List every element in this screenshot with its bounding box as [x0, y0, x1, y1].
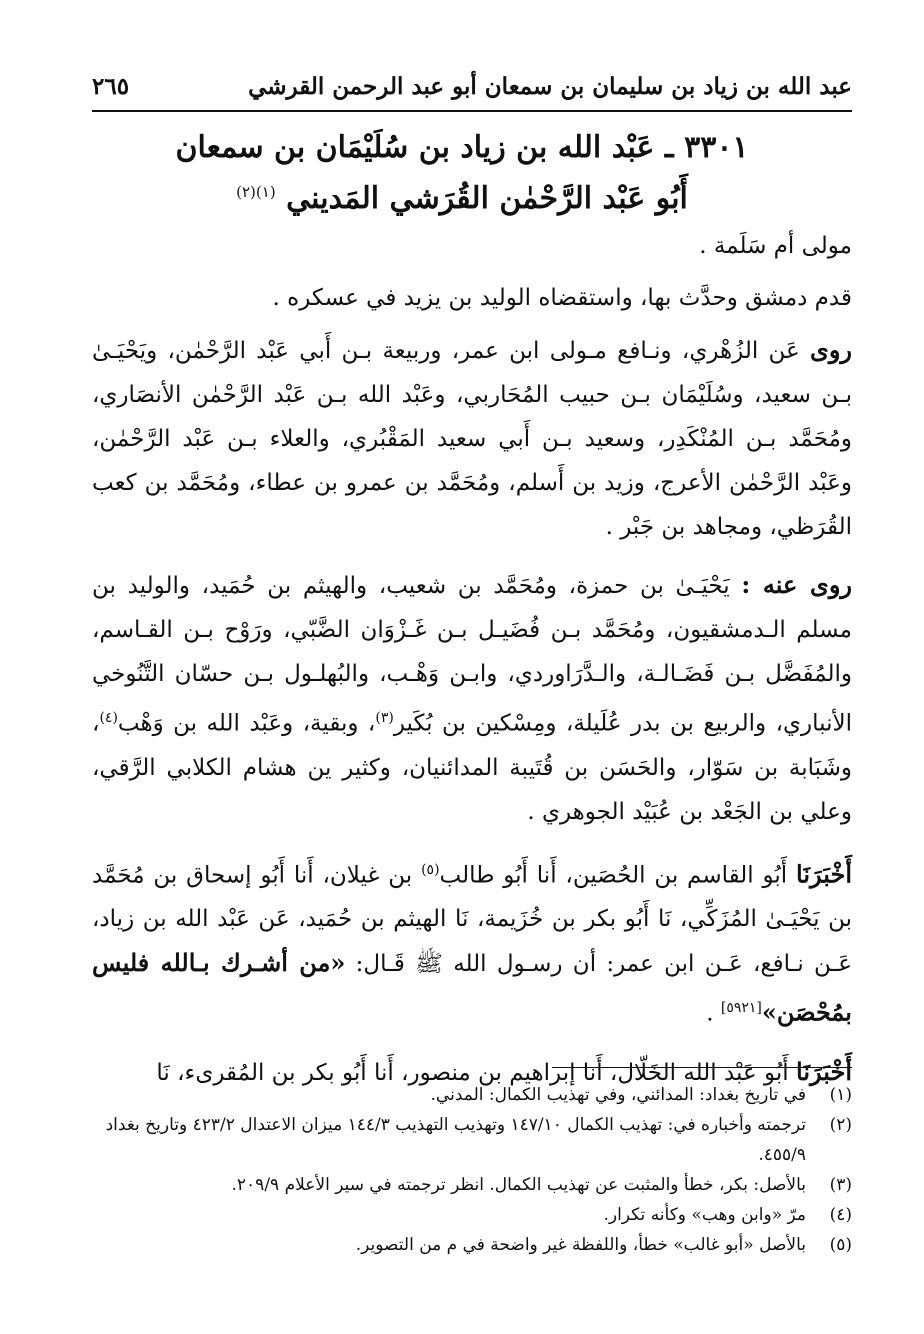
- footnote-3: [92, 1170, 852, 1200]
- footnote-ref-5: (٥): [421, 861, 440, 878]
- paragraph-mawla: مولى أم سَلَمة .: [699, 233, 852, 259]
- hadith-reference-number: [٥٩٢١]: [720, 1000, 762, 1017]
- page-number: ٢٦٥: [92, 72, 130, 100]
- entry-title-line1: ٣٣٠١ ـ عَبْد الله بن زياد بن سُلَيْمَان بن سمعان: [175, 130, 749, 165]
- isnad-1-text-b: بن غيلان، أَنا أَبُو إسحاق بن مُحَمَّد بن يَحْيَـىٰ المُزَكِّي، نَا أَبُو بكر بن خُزَيمة، نَا الهيثم بن حُمَيد، عَن عَبْد الله بن زياد، عَـن نـافع، عَـن ابن عمر: أن رسـول الله ﷺ قَـال:: [92, 862, 853, 978]
- isnad-1-end: .: [706, 1000, 714, 1027]
- footnote-text: بالأصل: بكر، خطأ والمثبت عن تهذيب الكمال. انظر ترجمته في سير الأعلام ٢٠٩/٩.: [231, 1175, 806, 1195]
- header-rule: [92, 110, 852, 112]
- lead-word-akhbarana-1: أَخْبَرَنَا: [796, 859, 853, 889]
- footnote-text: ترجمته وأخباره في: تهذيب الكمال ١٤٧/١٠ وتهذيب التهذيب ١٤٤/٣ ميزان الاعتدال ٤٢٣/٢ وتاريخ بغداد ٤٥٥/٩.: [105, 1115, 806, 1165]
- footnote-number: (٤): [829, 1205, 852, 1225]
- footnote-text: بالأصل «أبو غالب» خطأ، واللفظة غير واضحة في م من التصوير.: [355, 1235, 806, 1255]
- lead-word-rawa-anhu: روى عنه :: [741, 570, 853, 599]
- footnote-number: (٢): [829, 1115, 852, 1135]
- footnote-2: [92, 1110, 852, 1170]
- footnote-number: (١): [829, 1085, 852, 1105]
- footnote-1: [92, 1080, 852, 1110]
- running-head: [92, 64, 852, 108]
- footnote-ref-3: (٣): [375, 710, 394, 726]
- entry-title-line2: [120, 170, 804, 221]
- lead-word-akhbarana-2: أَخْبَرَنَا: [796, 1056, 852, 1086]
- isnad-1-text-a: أَبُو القاسم بن الحُصَين، أَنا أَبُو طالب: [439, 862, 788, 889]
- footnotes: [92, 1080, 852, 1260]
- paragraph-narrated-from: [92, 328, 852, 549]
- footnote-text: في تاريخ بغداد: المدائني، وفي تهذيب الكمال: المدني.: [430, 1085, 806, 1105]
- body-text: [92, 224, 852, 1109]
- narrated-by-text-b: ، وبقية، وعَبْد الله بن وَهْب: [117, 710, 376, 737]
- hadith-quote: «من أشـرك بـالله فليس بمُحْصَن»: [92, 948, 852, 1027]
- narrated-by-text-c: ، وشَبَابة بن سَوّار، والحَسَن بن قُتَيبة المدائنيان، وكثير ين هشام الكلابي الرَّقي، وعلي بن الجَعْد بن عُبَيْد الجوهري .: [92, 710, 852, 825]
- footnote-number: (٣): [829, 1175, 852, 1195]
- entry-title-name: أَبُو عَبْد الرَّحْمٰن القُرَشي المَديني: [286, 181, 688, 216]
- entry-title: [120, 126, 804, 221]
- isnad-2-text: أَبُو عَبْد الله الخَلّال، أَنا إبراهيم بن منصور، أَنا أَبُو بكر بن المُقرىء، نَا: [156, 1059, 789, 1086]
- paragraph-isnad-1: [92, 848, 852, 1036]
- footnote-number: (٥): [829, 1235, 852, 1255]
- paragraph-narrated-by: [92, 563, 852, 834]
- narrated-by-text-a: يَحْيَـىٰ بن حمزة، ومُحَمَّد بن شعيب، والهيثم بن حُمَيد، والوليد بن مسلم الـدمشقيون، ومُحَمَّد بـن فُضَيـل بـن غَـزْوَان الضَّبّي، ورَوْح بـن القـاسم، والمُفَضَّل بـن فَضَـالـة، والـدَّرَاوردي، وابـن وَهْـب، والبُهلـول بـن حسّان التَّنُوخي الأنباري، والربيع بن بدر عُلَيلة، ومِسْكين بن بُكَير: [92, 573, 853, 737]
- paragraph-damascus: قدم دمشق وحدَّث بها، واستقضاه الوليد بن يزيد في عسكره .: [272, 285, 852, 311]
- footnote-ref-4: (٤): [99, 710, 118, 726]
- narrated-from-text: عَن الزُهْري، ونـافع مـولى ابن عمر، وربيعة بـن أَبي عَبْد الرَّحْمٰن، ويَحْيَـىٰ بـن سعيد، وسُلَيْمَان بـن حبيب المُحَاربي، وعَبْد الله بـن عَبْد الرَّحْمٰن الأنصَاري، ومُحَمَّد بـن المُنْكَدِر، وسعيد بـن أَبي سعيد المَقْبُري، والعلاء بـن عَبْد الرَّحْمٰن، وعَبْد الرَّحْمٰن الأعرج، وزيد بن أَسلم، ومُحَمَّد بن عمرو بن عطاء، ومُحَمَّد بن كعب القُرَظي، ومجاهد بن جَبْر .: [92, 338, 852, 540]
- footnote-text: مرّ «وابن وهب» وكأنه تكرار.: [603, 1205, 806, 1225]
- running-title: عبد الله بن زياد بن سليمان بن سمعان أبو عبد الرحمن القرشي: [248, 72, 852, 100]
- lead-word-rawa: روى: [810, 335, 852, 364]
- footnote-5: [92, 1230, 852, 1260]
- footnote-4: [92, 1200, 852, 1230]
- entry-title-footnote-refs: (١)(٢): [236, 183, 276, 201]
- footnote-separator: [552, 1067, 852, 1068]
